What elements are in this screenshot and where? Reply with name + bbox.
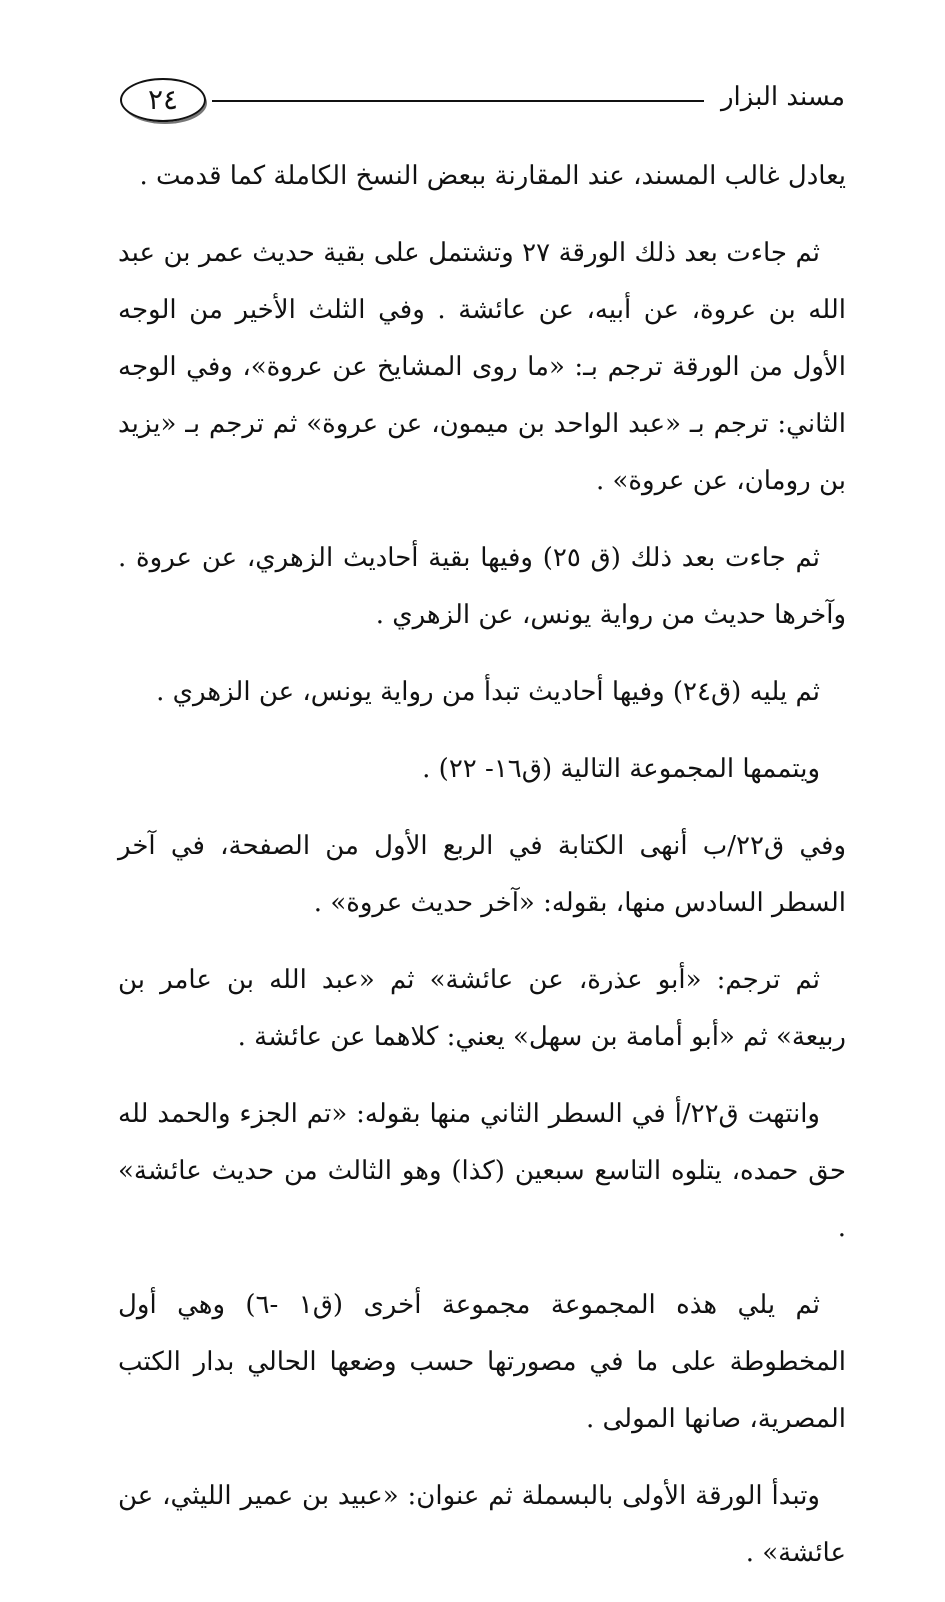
paragraph: وفي ق٢٢/ب أنهى الكتابة في الربع الأول من الصفحة، في آخر السطر السادس منها، بقوله: «آخر حديث عروة» .: [118, 831, 846, 918]
page-header: [120, 72, 845, 132]
paragraph: ويتممها المجموعة التالية (ق١٦- ٢٢) .: [422, 754, 820, 784]
running-title: مسند البزار: [721, 82, 845, 112]
header-rule: [212, 100, 704, 102]
paragraph: وانتهت ق٢٢/أ في السطر الثاني منها بقوله: «تم الجزء والحمد لله حق حمده، يتلوه التاسع سبعين (كذا) وهو الثالث من حديث عائشة» .: [118, 1099, 846, 1243]
paragraph: يعادل غالب المسند، عند المقارنة ببعض النسخ الكاملة كما قدمت .: [139, 161, 846, 191]
paragraph: وتبدأ الورقة الأولى بالبسملة ثم عنوان: «عبيد بن عمير الليثي، عن عائشة» .: [118, 1481, 846, 1568]
paragraph: ثم يليه (ق٢٤) وفيها أحاديث تبدأ من رواية يونس، عن الزهري .: [156, 677, 820, 707]
paragraph: ثم جاءت بعد ذلك الورقة ٢٧ وتشتمل على بقية حديث عمر بن عبد الله بن عروة، عن أبيه، عن عائشة . وفي الثلث الأخير من الوجه الأول من الورقة ترجم بـ: «ما روى المشايخ عن عروة»، وفي الوجه الثاني: ترجم بـ «عبد الواحد بن ميمون، عن عروة» ثم ترجم بـ «يزيد بن رومان، عن عروة» .: [118, 238, 846, 496]
paragraph: ثم جاءت بعد ذلك (ق ٢٥) وفيها بقية أحاديث الزهري، عن عروة . وآخرها حديث من رواية يونس، عن الزهري .: [118, 543, 846, 630]
paragraph: ثم يلي هذه المجموعة مجموعة أخرى (ق١ -٦) وهي أول المخطوطة على ما في مصورتها حسب وضعها الحالي بدار الكتب المصرية، صانها المولى .: [118, 1290, 846, 1434]
paragraph: ثم ترجم: «أبو عذرة، عن عائشة» ثم «عبد الله بن عامر بن ربيعة» ثم «أبو أمامة بن سهل» يعني: كلاهما عن عائشة .: [118, 965, 846, 1052]
body-text: [118, 148, 846, 1602]
page-number-badge: ٢٤: [120, 78, 206, 122]
